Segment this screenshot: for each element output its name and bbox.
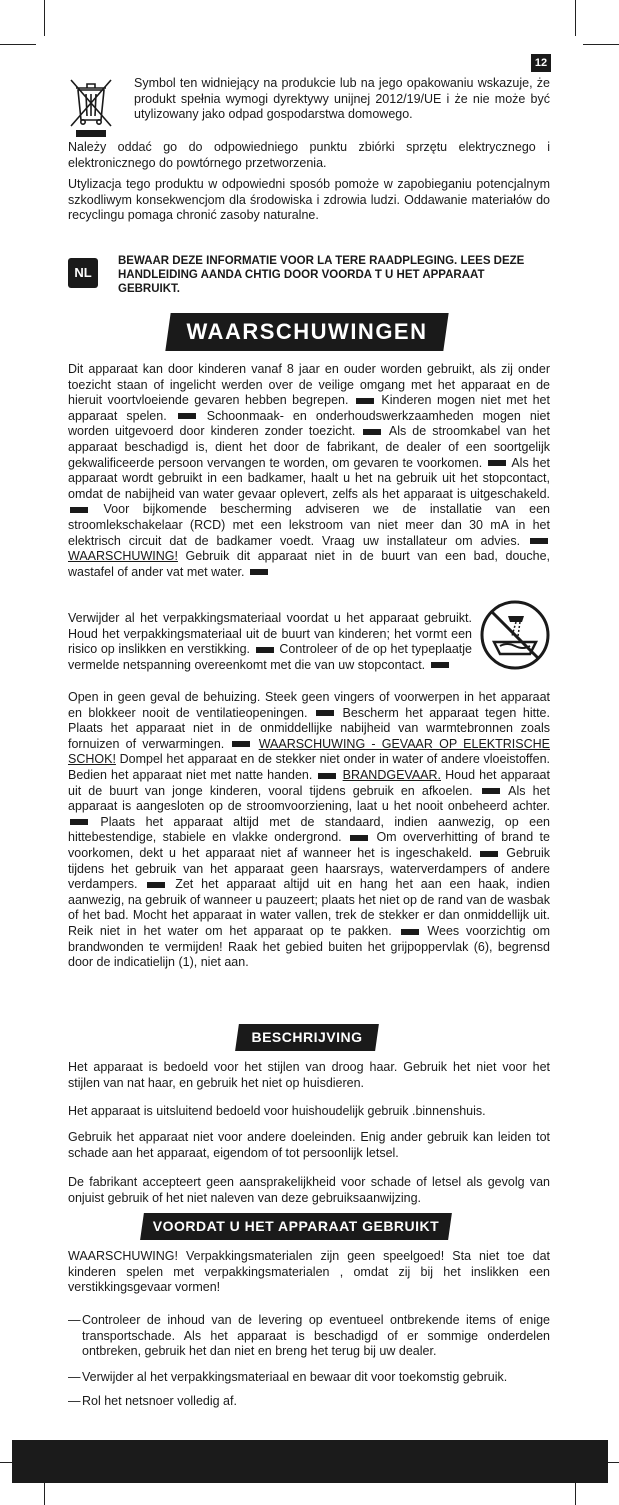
separator-square <box>70 507 88 513</box>
separator-square <box>232 741 250 747</box>
warning-label: WAARSCHUWING! <box>68 549 178 564</box>
separator-square <box>401 929 419 935</box>
page-number: 12 <box>531 54 551 72</box>
warnings-text: Open in geen geval de behuizing. Steek geen vingers of voorwerpen in het apparaat en blokkeer nooit de ventilatieopeningen. Bescherm het apparaat tegen hitte. Plaats het apparaat niet in de onmiddellijke nabijheid van warmtebronnen zoals fornuizen of verwarmingen. WAARSCHUWING - GEVAAR OP ELEKTRISCHE SCHOK! Dompel het apparaat en de stekker niet onder in water of andere vloeistoffen. Bedien het apparaat niet met natte handen. BRANDGEVAAR. Houd het apparaat uit de buurt van jonge kinderen, vooral tijdens gebruik en afkoelen. Als het apparaat is aangesloten op de stroomvoorziening, laat u het nooit onbeheerd achter. Plaats het apparaat altijd met de standaard, indien aanwezig, op een hittebestendige, stabiele en vlakke ondergrond. Om oververhitting of brand te voorkomen, dekt u het apparaat niet af wanneer het is ingeschakeld. Gebruik tijdens het gebruik van het apparaat geen haarsrays, waterverdampers of andere verdampers. Zet het apparaat altijd uit en hang het aan een haak, indien aanwezig, na gebruik of wanneer u pauzeert; plaats het niet op de rand van de wasbak of het bad. Mocht het apparaat in water vallen, trek de stekker er dan onmiddellijk uit. Reik niet in het water om het apparaat op te pakken. Wees voorzichtig om brandwonden te vermijden! Raak het gebied buiten het grijpoppervlak (6), begrensd door de indicatielijn (1), niet aan. <box>68 690 550 970</box>
description-paragraph: Gebruik het apparaat niet voor andere doeleinden. Enig ander gebruik kan leiden tot schade aan het apparaat, eigendom of tot persoonlijk letsel. <box>68 1130 550 1160</box>
pl-paragraph: Należy oddać go do odpowiedniego punktu zbiórki sprzętu elektrycznego i elektronicznego do powtórnego przetworzenia. <box>68 140 550 170</box>
list-item: — Rol het netsnoer volledig af. <box>68 1394 237 1408</box>
crop-mark <box>44 0 45 36</box>
list-item: — Controleer de inhoud van de levering op eventueel ontbrekende items of enige transportschade. Als het apparaat is beschadigd of er sommige onderdelen ontbreken, gebruik het dan niet en breng het terug bij uw dealer. <box>68 1313 550 1359</box>
separator-square <box>178 413 196 419</box>
crop-mark <box>583 44 619 45</box>
separator-square <box>250 569 268 575</box>
section-title: BESCHRIJVING <box>251 1029 363 1045</box>
section-title: VOORDAT U HET APPARAAT GEBRUIKT <box>152 1218 440 1234</box>
weee-crossed-bin-icon <box>68 76 114 138</box>
warnings-text: Dit apparaat kan door kinderen vanaf 8 jaar en ouder worden gebruikt, als zij onder toezicht staan of ingelicht werden over de veilige omgang met het apparaat en de hieruit voortvloeiende gevaren hebben begrepen. Kinderen mogen niet met het apparaat spelen. Schoonmaak- en onderhoudswerkzaamheden mogen niet worden uitgevoerd door kinderen zonder toezicht. Als de stroomkabel van het apparaat beschadigd is, dient het door de fabrikant, de dealer of een soortgelijk gekwalificeerde persoon vervangen te worden, om gevaren te voorkomen. Als het apparaat wordt gebruikt in een badkamer, haalt u het na gebruik uit het stopcontact, omdat de nabijheid van water gevaar oplevert, zelfs als het apparaat is uitgeschakeld. Voor bijkomende bescherming adviseren we de installatie van een stroomlekschakelaar (RCD) met een lekstroom van niet meer dan 30 mA in het elektrisch circuit dat de badkamer voedt. Vraag uw installateur om advies. WAARSCHUWING! Gebruik dit apparaat niet in de buurt van een bad, douche, wastafel of ander vat met water. <box>68 362 550 579</box>
section-title: WAARSCHUWINGEN <box>186 319 428 344</box>
separator-square <box>363 429 381 435</box>
section-banner-before-use <box>140 1213 452 1240</box>
before-use-warning: WAARSCHUWING! Verpakkingsmaterialen zijn geen speelgoed! Sta niet toe dat kinderen spelen met verpakkingsmaterialen , omdat zij bij het inslikken een verstikkingsgevaar vormen! <box>68 1249 550 1295</box>
crop-mark <box>575 0 576 36</box>
list-item: — Verwijder al het verpakkingsmateriaal en bewaar dit voor toekomstig gebruik. <box>68 1370 508 1384</box>
description-paragraph: De fabrikant accepteert geen aansprakelijkheid voor schade of letsel als gevolg van onjuist gebruik of het niet naleven van deze gebruiksaanwijzing. <box>68 1175 550 1205</box>
separator-square <box>316 710 334 716</box>
description-paragraph: Het apparaat is bedoeld voor het stijlen van droog haar. Gebruik het niet voor het stijlen van nat haar, en gebruik het niet op huisdieren. <box>68 1060 550 1090</box>
separator-square <box>482 788 500 794</box>
warning-label: WAARSCHUWING - GEVAAR OP ELEKTRISCHE SCHOK! <box>68 736 550 767</box>
separator-square <box>480 851 498 857</box>
separator-square <box>488 460 506 466</box>
section-banner-warnings <box>165 313 448 351</box>
nl-intro-notice: BEWAAR DEZE INFORMATIE VOOR LA TERE RAADPLEGING. LEES DEZE HANDLEIDING AANDA CHTIG DOOR VOORDA T U HET APPARAAT GEBRUIKT. <box>118 255 525 295</box>
separator-square <box>318 773 336 779</box>
section-banner-description <box>235 1024 379 1051</box>
no-water-warning-icon <box>480 600 550 670</box>
crop-mark <box>0 44 36 45</box>
warnings-text: Verwijder al het verpakkingsmateriaal voordat u het apparaat gebruikt. Houd het verpakkingsmateriaal uit de buurt van kinderen; het vormt een risico op inslikken en verstikking. Controleer of de op het typeplaatje vermelde netspanning overeenkomt met die van uw stopcontact. <box>68 611 473 672</box>
separator-square <box>350 835 368 841</box>
language-badge-nl: NL <box>68 258 98 288</box>
separator-square <box>70 819 88 825</box>
separator-square <box>356 398 374 404</box>
weee-notice: Symbol ten widniejący na produkcie lub na jego opakowaniu wskazuje, że produkt spełnia wymogi dyrektywy unijnej 2012/19/UE i że nie może być utylizowany jako odpad gospodarstwa domowego. <box>134 76 550 122</box>
description-paragraph: Het apparaat is uitsluitend bedoeld voor huishoudelijk gebruik .binnenshuis. <box>68 1104 486 1118</box>
separator-square <box>530 538 548 544</box>
pl-paragraph: Utylizacja tego produktu w odpowiedni sposób pomoże w zapobieganiu potencjalnym szkodliwym konsekwencjom dla środowiska i zdrowia ludzi. Oddawanie materiałów do recyclingu pomaga chronić zasoby naturalne. <box>68 177 550 223</box>
separator-square <box>256 647 274 653</box>
footer-bar <box>12 1440 608 1483</box>
separator-square <box>431 662 449 668</box>
warning-label: BRANDGEVAAR. <box>342 767 442 782</box>
separator-square <box>147 882 165 888</box>
